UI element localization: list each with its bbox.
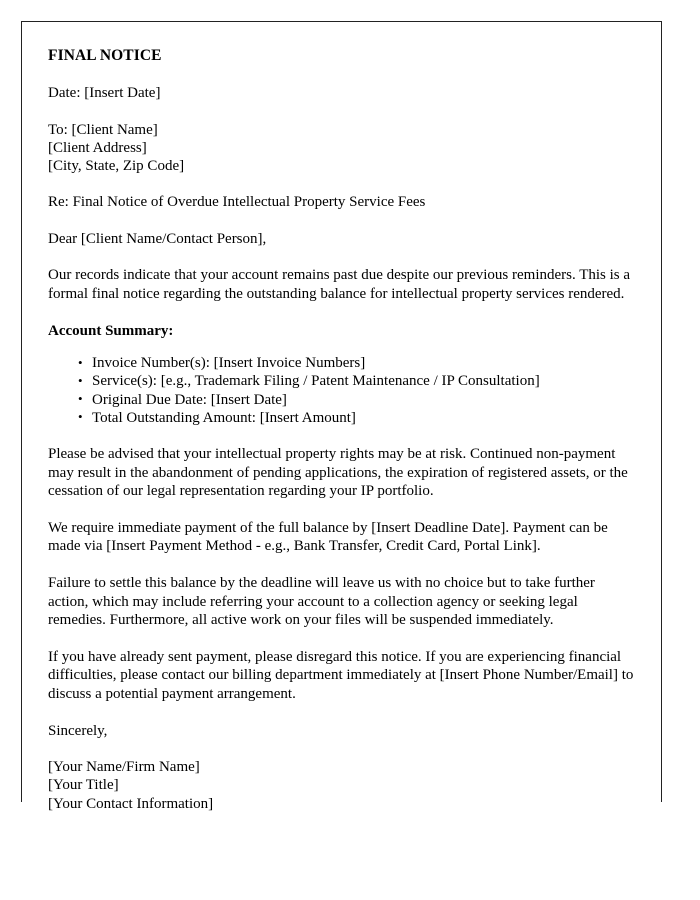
recipient-name-line: To: [Client Name] [48,121,158,138]
hardship-paragraph: If you have already sent payment, please disregard this notice. If you are experiencing financial difficulties, please contact our billing department immediately at [Insert Phone Number/Email] to discuss a potential payment arrangement. [48,648,634,702]
account-summary-heading: Account Summary: [48,322,174,339]
document-page [21,21,662,812]
recipient-address-line: [Client Address] [48,139,147,156]
recipient-address-block [48,121,635,176]
document-body [22,22,661,813]
subject-line: Re: Final Notice of Overdue Intellectual Property Service Fees [48,194,426,211]
list-item: • Total Outstanding Amount: [Insert Amount] [92,409,635,427]
signature-contact-line: [Your Contact Information] [48,795,214,812]
consequence-paragraph: Failure to settle this balance by the deadline will leave us with no choice but to take further action, which may include referring your account to a collection agency or seeking legal remedies. Furthermore, all active work on your files will be suspended immediately. [48,574,595,629]
signature-block [48,758,635,813]
list-item: • Original Due Date: [Insert Date] [92,391,635,409]
signature-name-line: [Your Name/Firm Name] [48,759,200,776]
closing-line: Sincerely, [48,722,108,739]
date-line-block [48,84,635,102]
signature-title-line: [Your Title] [48,777,119,794]
payment-paragraph: We require immediate payment of the full balance by [Insert Deadline Date]. Payment can be made via [Insert Payment Method - e.g., Bank Transfer, Credit Card, Portal Link]. [48,519,608,555]
page-title: FINAL NOTICE [48,47,162,64]
intro-paragraph: Our records indicate that your account remains past due despite our previous reminders. This is a formal final notice regarding the outstanding balance for intellectual property services rendered. [48,267,631,302]
account-summary-list [48,354,635,427]
list-item: • Invoice Number(s): [Insert Invoice Numbers] [92,354,635,372]
list-item: • Service(s): [e.g., Trademark Filing / Patent Maintenance / IP Consultation] [92,372,635,390]
salutation: Dear [Client Name/Contact Person], [48,230,267,247]
risk-paragraph: Please be advised that your intellectual property rights may be at risk. Continued non-payment may result in the abandonment of pending applications, the expiration of registered assets, or the cessation of our legal representation regarding your IP portfolio. [48,445,628,500]
date-line: Date: [Insert Date] [48,85,161,102]
recipient-city-line: [City, State, Zip Code] [48,157,185,174]
